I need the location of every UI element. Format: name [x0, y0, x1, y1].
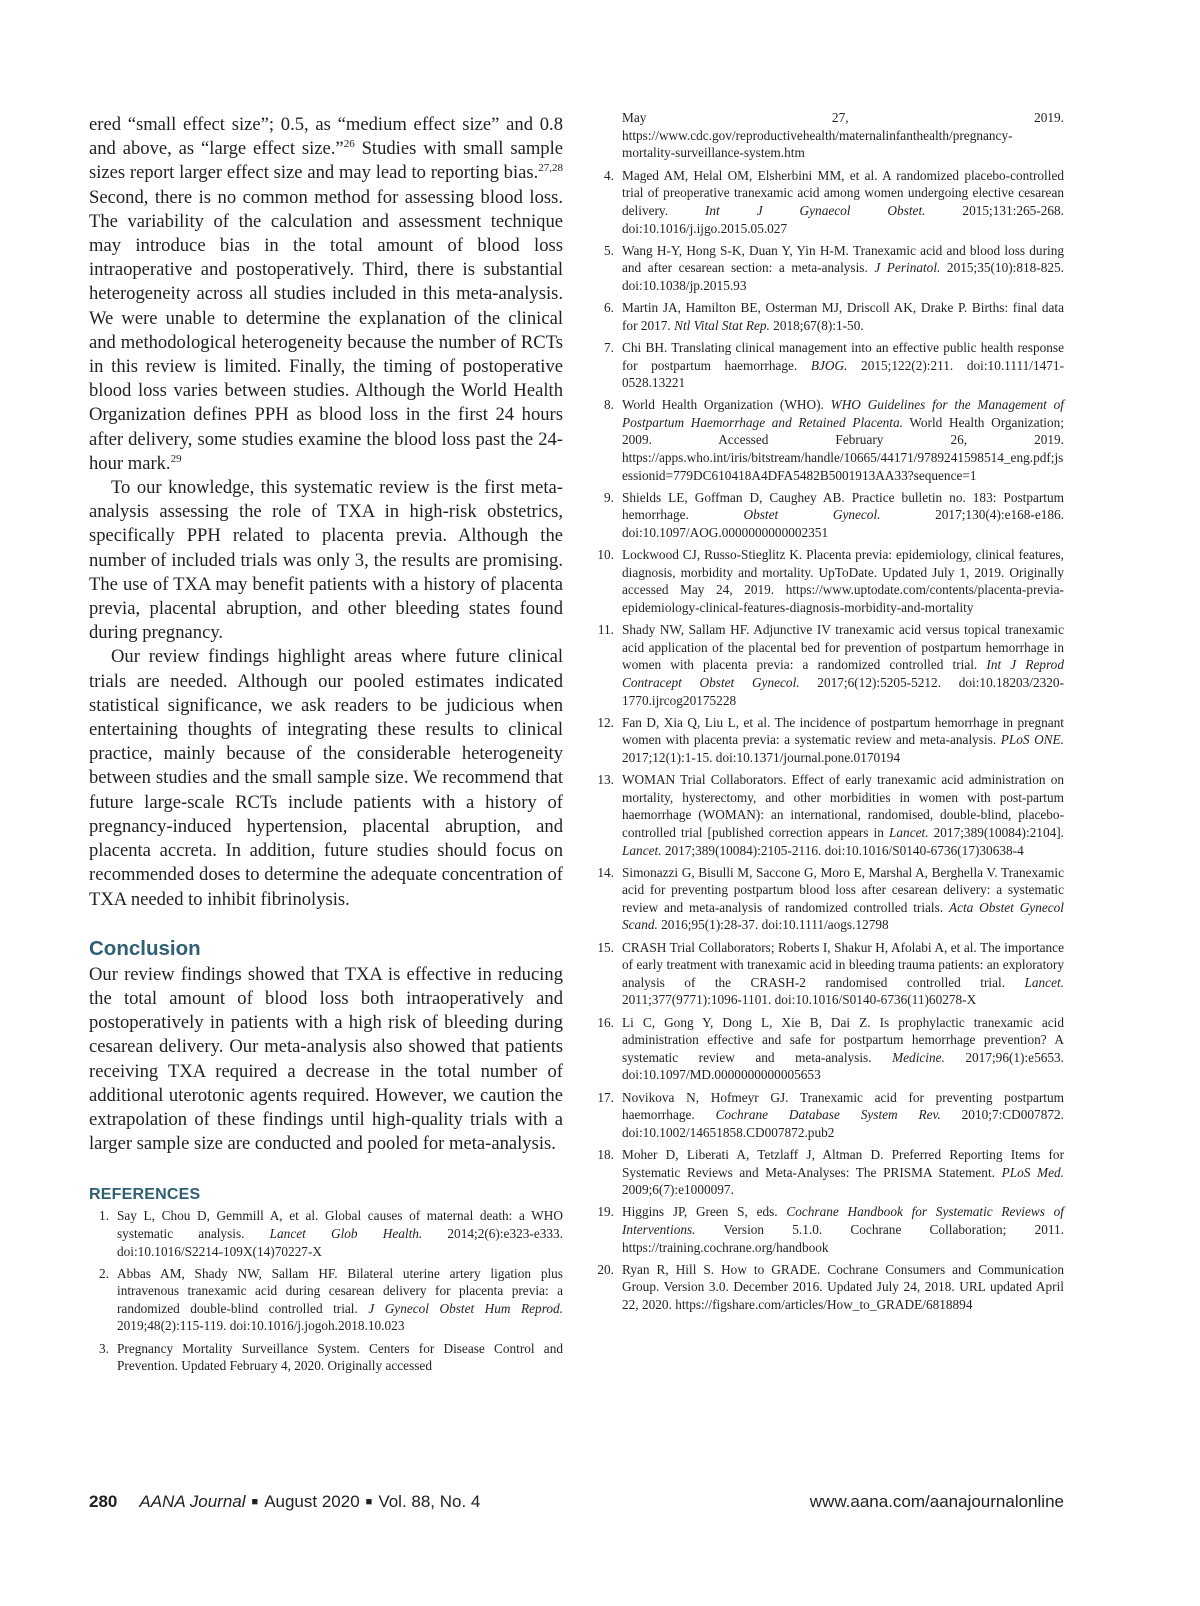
conclusion-heading: Conclusion	[89, 936, 201, 960]
body-paragraph-3: Our review findings highlight areas where future clinical trials are needed. Although our pooled estimates indicated statistical significance, we ask readers to be judicious when entertaining thoughts of integrating these results to clinical practice, mainly because of the considerable heterogeneity between studies and the small sample size. We recommend that future large-scale RCTs include patients with a history of pregnancy-induced hypertension, placental abruption, and placenta accreta. In addition, future studies should focus on recommended doses to determine the adequate concentration of TXA needed to inhibit fibrinolysis.	[89, 646, 563, 910]
reference-text: Maged AM, Helal OM, Elsherbini MM, et al. A randomized placebo-controlled trial of preoperative tranexamic acid among women undergoing elective cesarean delivery. Int J Gynaecol Obstet. 2015;131:265-268. doi:10.1016/j.ijgo.2015.05.027	[622, 167, 1064, 236]
reference-item	[594, 1014, 1064, 1084]
references-list-right	[594, 167, 1064, 1314]
reference-number: 17.	[597, 1089, 614, 1105]
journal-url[interactable]: www.aana.com/aanajournalonline	[809, 1492, 1064, 1511]
reference-item	[594, 489, 1064, 542]
reference-number: 5.	[604, 242, 614, 258]
issue-date: August 2020	[264, 1492, 360, 1511]
left-column	[89, 113, 563, 1379]
separator-square-icon: ■	[365, 1496, 373, 1508]
reference-number: 11.	[597, 622, 614, 638]
journal-title-italic: PLoS ONE.	[1000, 732, 1064, 748]
journal-title-italic: Lancet Glob Health.	[269, 1225, 423, 1241]
reference-item	[594, 621, 1064, 709]
separator-square-icon: ■	[251, 1496, 259, 1508]
citation-superscript[interactable]: 26	[343, 138, 355, 151]
journal-title-italic: Int J Gynaecol Obstet.	[704, 202, 926, 218]
reference-number: 18.	[597, 1146, 614, 1162]
reference-number: 19.	[597, 1204, 614, 1220]
reference-item	[594, 771, 1064, 859]
page-footer	[89, 1492, 1064, 1518]
reference-text: Shields LE, Goffman D, Caughey AB. Practice bulletin no. 183: Postpartum hemorrhage. Obstet Gynecol. 2017;130(4):e168-e186. doi:10.1097/AOG.0000000000002351	[622, 489, 1065, 541]
reference-item	[594, 939, 1064, 1009]
reference-item	[594, 242, 1064, 295]
reference-item	[89, 1265, 563, 1335]
journal-title-italic: Int J Reprod Contracept Obstet Gynecol.	[622, 657, 1064, 690]
reference-number: 2.	[99, 1265, 109, 1281]
reference-text: Pregnancy Mortality Surveillance System. Centers for Disease Control and Prevention. Updated February 4, 2020. Originally accessed	[117, 1340, 563, 1374]
reference-item	[594, 1261, 1064, 1314]
journal-title-italic: BJOG.	[810, 357, 848, 373]
reference-number: 3.	[99, 1340, 109, 1356]
reference-item	[594, 714, 1064, 767]
reference-text: World Health Organization (WHO). WHO Guidelines for the Management of Postpartum Haemorrhage and Retained Placenta. World Health Organization; 2009. Accessed February 26, 2019. https://apps.who.int/iris/bitstream/handle/10665/44171/9789241598514_eng.pdf;jsessionid=779DC610418A4DFA5482B5001913AA33?sequence=1	[622, 397, 1064, 483]
reference-number: 9.	[604, 489, 614, 505]
reference-number: 13.	[597, 772, 614, 788]
reference-text: Fan D, Xia Q, Liu L, et al. The incidence of postpartum hemorrhage in pregnant women with placenta previa: a systematic review and meta-analysis. PLoS ONE. 2017;12(1):1-15. doi:10.1371/journal.pone.0170194	[622, 714, 1064, 765]
reference-text: Lockwood CJ, Russo-Stieglitz K. Placenta previa: epidemiology, clinical features, diagnosis, morbidity and mortality. UpToDate. Updated July 1, 2019. Originally accessed May 24, 2019. https://www.uptodate.com/contents/placenta-previa-epidemiology-clinical-features-diagnosis-morbidity-and-mortality	[622, 547, 1064, 615]
reference-text: Li C, Gong Y, Dong L, Xie B, Dai Z. Is prophylactic tranexamic acid administration effective and safe for postpartum hemorrhage prevention? A systematic review and meta-analysis. Medicine. 2017;96(1):e5653. doi:10.1097/MD.0000000000005653	[622, 1014, 1064, 1083]
journal-title-italic: Cochrane Database System Rev.	[715, 1107, 941, 1123]
reference-number: 16.	[597, 1014, 614, 1030]
footer-citation	[89, 1492, 480, 1512]
journal-name: AANA Journal	[139, 1492, 246, 1511]
reference-number: 7.	[604, 339, 614, 355]
reference-text: Higgins JP, Green S, eds. Cochrane Handbook for Systematic Reviews of Interventions. Version 5.1.0. Cochrane Collaboration; 2011. https://training.cochrane.org/handbook	[622, 1204, 1064, 1255]
journal-title-italic: WHO Guidelines for the Management of Postpartum Haemorrhage and Retained Placenta.	[622, 397, 1064, 430]
reference-item	[594, 396, 1064, 484]
references-list-left	[89, 1207, 563, 1375]
journal-title-italic: Cochrane Handbook for Systematic Reviews of Interventions.	[622, 1204, 1064, 1237]
reference-text: Shady NW, Sallam HF. Adjunctive IV tranexamic acid versus topical tranexamic acid application of the placental bed for prevention of postpartum hemorrhage in women with placenta previa: a randomized controlled trial. Int J Reprod Contracept Obstet Gynecol. 2017;6(12):5205-5212. doi:10.18203/2320-1770.ijrcog20175228	[622, 622, 1064, 708]
reference-item	[594, 299, 1064, 334]
reference-item	[594, 167, 1064, 237]
reference-number: 8.	[604, 397, 614, 413]
journal-title-italic: Medicine.	[892, 1049, 945, 1065]
citation-superscript[interactable]: 29	[170, 452, 182, 465]
journal-title-italic: Lancet.	[622, 842, 662, 858]
page-number: 280	[89, 1492, 118, 1511]
reference-text: Martin JA, Hamilton BE, Osterman MJ, Driscoll AK, Drake P. Births: final data for 2017. Ntl Vital Stat Rep. 2018;67(8):1-50.	[622, 300, 1064, 333]
reference-text: Wang H-Y, Hong S-K, Duan Y, Yin H-M. Tranexamic acid and blood loss during and after cesarean section: a meta-analysis. J Perinatol. 2015;35(10):818-825. doi:10.1038/jp.2015.93	[622, 242, 1064, 293]
reference-item	[89, 1340, 563, 1375]
reference-number: 14.	[597, 864, 614, 880]
reference-item	[594, 864, 1064, 934]
reference-text: Simonazzi G, Bisulli M, Saccone G, Moro E, Marshal A, Berghella V. Tranexamic acid for preventing postpartum blood loss after cesarean delivery: a systematic review and meta-analysis of randomized controlled trials. Acta Obstet Gynecol Scand. 2016;95(1):28-37. doi:10.1111/aogs.12798	[622, 864, 1064, 933]
reference-item	[594, 339, 1064, 392]
reference-number: 20.	[597, 1261, 614, 1277]
reference-text: WOMAN Trial Collaborators. Effect of early tranexamic acid administration on mortality, hysterectomy, and other morbidities in women with post-partum haemorrhage (WOMAN): an international, randomised, double-blind, placebo-controlled trial [published correction appears in Lancet. 2017;389(10084):2104]. Lancet. 2017;389(10084):2105-2116. doi:10.1016/S0140-6736(17)30638-4	[622, 772, 1065, 858]
reference-3-continuation: May 27, 2019. https://www.cdc.gov/reproductivehealth/maternalinfanthealth/pregnancy-mortality-surveillance-system.htm	[622, 110, 1064, 161]
reference-text: Say L, Chou D, Gemmill A, et al. Global causes of maternal death: a WHO systematic analysis. Lancet Glob Health. 2014;2(6):e323-e333. doi:10.1016/S2214-109X(14)70227-X	[117, 1208, 563, 1259]
reference-item	[594, 1146, 1064, 1199]
citation-superscript[interactable]: 27,28	[538, 162, 563, 175]
reference-item	[594, 1089, 1064, 1142]
conclusion-paragraph: Our review findings showed that TXA is effective in reducing the total amount of blood loss both intraoperatively and postoperatively in patients with a high risk of bleeding during cesarean delivery. Our meta-analysis also showed that patients receiving TXA required a decrease in the total number of additional uterotonic agents required. However, we caution the extrapolation of these findings until high-quality trials with a larger sample size are conducted and pooled for meta-analysis.	[89, 963, 563, 1155]
reference-text: CRASH Trial Collaborators; Roberts I, Shakur H, Afolabi A, et al. The importance of early treatment with tranexamic acid in bleeding trauma patients: an exploratory analysis of the CRASH-2 randomised controlled trial. Lancet. 2011;377(9771):1096-1101. doi:10.1016/S0140-6736(11)60278-X	[622, 939, 1064, 1008]
journal-title-italic: PLoS Med.	[1001, 1164, 1064, 1180]
journal-title-italic: Acta Obstet Gynecol Scand.	[622, 899, 1064, 933]
journal-title-italic: Obstet Gynecol.	[743, 507, 881, 523]
journal-title-italic: Lancet.	[1024, 974, 1064, 990]
reference-text: Ryan R, Hill S. How to GRADE. Cochrane Consumers and Communication Group. Version 3.0. December 2016. Updated July 24, 2018. URL updated April 22, 2020. https://figshare.com/articles/How_to_GRADE/6818894	[622, 1261, 1064, 1312]
reference-text: Moher D, Liberati A, Tetzlaff J, Altman D. Preferred Reporting Items for Systematic Reviews and Meta-Analyses: The PRISMA Statement. PLoS Med. 2009;6(7):e1000097.	[622, 1146, 1064, 1198]
reference-item	[594, 546, 1064, 616]
body-paragraph-2: To our knowledge, this systematic review is the first meta-analysis assessing the role of TXA in high-risk obstetrics, specifically PPH related to placenta previa. Although the number of included trials was only 3, the results are promising. The use of TXA may benefit patients with a history of placenta previa, placental abruption, and other bleeding states found during pregnancy.	[89, 477, 563, 644]
reference-number: 1.	[99, 1208, 109, 1224]
reference-text: Novikova N, Hofmeyr GJ. Tranexamic acid for preventing postpartum haemorrhage. Cochrane Database System Rev. 2010;7:CD007872. doi:10.1002/14651858.CD007872.pub2	[622, 1089, 1064, 1140]
reference-number: 15.	[597, 939, 614, 955]
reference-number: 10.	[597, 547, 614, 563]
journal-title-italic: J Perinatol.	[874, 260, 941, 276]
right-column	[594, 109, 1064, 1318]
reference-text: Chi BH. Translating clinical management into an effective public health response for postpartum haemorrhage. BJOG. 2015;122(2):211. doi:10.1111/1471-0528.13221	[622, 339, 1064, 391]
volume-number: Vol. 88, No. 4	[378, 1492, 481, 1511]
journal-title-italic: Lancet.	[889, 824, 929, 840]
reference-number: 4.	[604, 167, 614, 183]
reference-text: Abbas AM, Shady NW, Sallam HF. Bilateral uterine artery ligation plus intravenous tranexamic acid during cesarean delivery for placenta previa: a randomized double-blind controlled trial. J Gynecol Obstet Hum Reprod. 2019;48(2):115-119. doi:10.1016/j.jogoh.2018.10.023	[117, 1265, 563, 1334]
body-paragraph-1: ered “small effect size”; 0.5, as “medium effect size” and 0.8 and above, as “large effect size.”$^{26}$ Studies with small sample sizes report larger effect size and may lead to reporting bias.$^{27,28}$ Second, there is no common method for assessing blood loss. The variability of the calculation and assessment technique may introduce bias in the total amount of blood loss intraoperative and postoperatively. Third, there is substantial heterogeneity across all studies included in this meta-analysis. We were unable to determine the explanation of the clinical and methodological heterogeneity because the number of RCTs in this review is limited. Finally, the timing of postoperative blood loss varies between studies. Although the World Health Organization defines PPH as blood loss in the first 24 hours after delivery, some studies examine the blood loss past the 24-hour mark.$^{29}$	[89, 114, 564, 474]
reference-item	[89, 1207, 563, 1260]
reference-number: 12.	[597, 714, 614, 730]
journal-title-italic: J Gynecol Obstet Hum Reprod.	[368, 1300, 563, 1316]
reference-number: 6.	[604, 300, 614, 316]
references-heading: REFERENCES	[89, 1186, 201, 1204]
reference-item	[594, 1203, 1064, 1256]
journal-title-italic: Ntl Vital Stat Rep.	[674, 317, 770, 333]
